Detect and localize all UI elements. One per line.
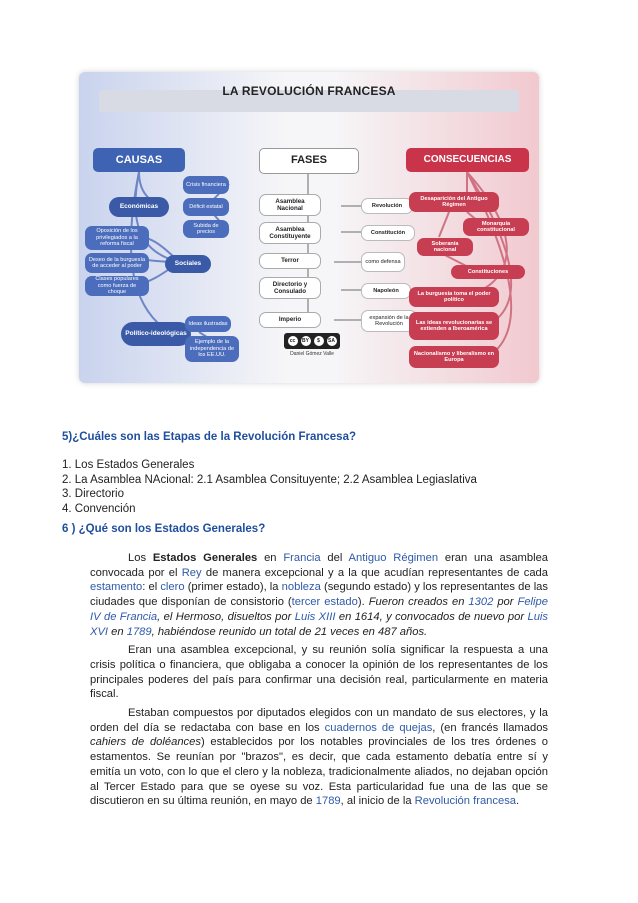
question-5-heading: 5)¿Cuáles son las Etapas de la Revolución Francesa?	[62, 431, 356, 443]
cc-icon: cc	[288, 336, 298, 346]
concept-map-image	[79, 72, 539, 383]
node-revolucion: Revolución	[361, 198, 413, 214]
nc-icon: $	[314, 336, 324, 346]
node-asamblea-constituyente: Asamblea Constituyente	[259, 222, 321, 244]
link-antiguo-regimen[interactable]: Antiguo Régimen	[348, 552, 439, 564]
term-estados-generales: Estados Generales	[152, 552, 258, 564]
text: ) establecidos por los notables provinciales de los tres órdenes o estamentos. Se reunían por "brazos", es decir, que cada estamento debatía entre sí y emitía un voto, con lo que el clero y la nobleza, tradicionalmente aliados, no dejaban opción al Tercer Estado para que se oyese su voz. Esta particularidad fue una de las que se discutieron en su última reunión, en mayo de	[90, 736, 549, 808]
etapas-list	[62, 458, 477, 517]
node-imperio: Imperio	[259, 312, 321, 328]
map-author: Daniel Gómez Valle	[290, 351, 334, 357]
node-directorio: Directorio y Consulado	[259, 277, 321, 299]
list-item: 4. Convención	[62, 503, 136, 516]
node-ejemplo: Ejemplo de la independencia de los EE.UU.	[185, 336, 239, 362]
link-rey[interactable]: Rey	[181, 566, 202, 579]
causas-header: CAUSAS	[93, 148, 185, 172]
text: Estaban compuestos por diputados elegidos con un mandato de sus electores, y la orden del día se redactaba con base en los	[90, 707, 548, 734]
node-burguesia: La burguesía toma el poder político	[409, 287, 499, 307]
text: .	[516, 795, 520, 808]
text: del	[320, 552, 349, 564]
node-constitucion: Constitución	[361, 225, 415, 241]
question-6-heading: 6 ) ¿Qué son los Estados Generales?	[62, 523, 266, 535]
node-asamblea-nacional: Asamblea Nacional	[259, 194, 321, 216]
by-icon: BY	[302, 338, 309, 344]
paragraph-2: Eran una asamblea excepcional, y su reunión solía significar la respuesta a una crisis política o financiera, que obligaba a conocer la opinión de los representantes de los principales poderes del país para confirmar una decisión real, particularmente en materia fiscal.	[90, 644, 548, 701]
node-constituciones: Constituciones	[451, 265, 525, 279]
node-napoleon: Napoleón	[361, 283, 411, 299]
text: , al inicio de la	[340, 795, 415, 808]
link-revolucion-francesa[interactable]: Revolución francesa	[414, 795, 517, 808]
creative-commons-badge	[284, 333, 340, 349]
node-crisis: Crisis financiera	[183, 176, 229, 194]
fases-header: FASES	[259, 148, 359, 174]
text: de manera excepcional y a la que acudían representantes de cada	[201, 566, 548, 579]
node-subida: Subida de precios	[183, 220, 229, 238]
text: en 1614, y convocados de nuevo por	[335, 610, 528, 623]
node-politico: Político-ideológicas	[121, 322, 191, 346]
text: eran una asamblea convocada por el	[90, 552, 549, 579]
list-item: 2. La Asamblea NAcional: 2.1 Asamblea Consituyente; 2.2 Asamblea Legiaslativa	[62, 473, 477, 486]
node-ideas-revolucionarias: Las ideas revolucionarias se extienden a Iberoamérica	[409, 312, 499, 340]
text: (primer estado), la	[184, 581, 282, 594]
node-nacionalismo: Nacionalismo y liberalismo en Europa	[409, 346, 499, 368]
link-1302[interactable]: 1302	[468, 596, 494, 609]
paragraph-1	[90, 551, 548, 639]
text: , el Hermoso, disueltos por	[157, 610, 295, 623]
text: ).	[357, 596, 369, 609]
link-1789[interactable]: 1789	[315, 795, 341, 808]
link-luis-xiii[interactable]: Luis XIII	[294, 610, 336, 623]
link-tercer-estado[interactable]: tercer estado	[291, 596, 358, 609]
node-terror: Terror	[259, 253, 321, 269]
text: Fueron creados en	[368, 596, 469, 609]
text: en	[257, 552, 284, 564]
sa-icon: SA	[328, 338, 335, 344]
node-monarquia: Monarquía constitucional	[463, 218, 529, 236]
node-soberania: Soberanía nacional	[417, 238, 473, 256]
node-deficit: Déficit estatal	[183, 198, 229, 216]
link-luis-xvi[interactable]: Luis XVI	[90, 610, 549, 638]
text: Los	[128, 552, 153, 564]
link-nobleza[interactable]: nobleza	[281, 581, 321, 594]
answer-body	[90, 551, 548, 813]
node-economicas: Económicas	[109, 197, 169, 217]
node-como-defensa: como defensa	[361, 252, 405, 272]
node-desaparicion: Desaparición del Antiguo Régimen	[409, 192, 499, 212]
text: , habiéndose reunido un total de 21 veces en 487 años.	[151, 625, 428, 638]
node-oposicion: Oposición de los privilegiados a la reforma fiscal	[85, 226, 149, 250]
text: : el	[142, 581, 161, 594]
link-cuadernos-de-quejas[interactable]: cuadernos de quejas	[324, 721, 433, 734]
link-clero[interactable]: clero	[160, 581, 185, 594]
term-cahiers: cahiers de doléances	[90, 736, 201, 749]
node-clases: Clases populares como fuerza de choque	[85, 276, 149, 296]
link-felipe-iv[interactable]: Felipe IV de Francia	[90, 596, 548, 623]
consecuencias-header: CONSECUENCIAS	[406, 148, 529, 172]
map-title: LA REVOLUCIÓN FRANCESA	[222, 84, 396, 98]
node-expansion: expansión de la Revolución	[361, 310, 417, 332]
node-ideas: Ideas ilustradas	[185, 316, 231, 332]
node-sociales: Sociales	[165, 255, 211, 273]
list-item: 3. Directorio	[62, 488, 124, 501]
list-item: 1. Los Estados Generales	[62, 459, 195, 471]
text: , (en francés llamados	[432, 721, 549, 734]
link-estamento[interactable]: estamento	[90, 581, 143, 594]
text: (segundo estado) y los representantes de las ciudades que disponían de consistorio (	[90, 581, 548, 609]
link-1789[interactable]: 1789	[126, 625, 152, 638]
paragraph-3	[90, 706, 548, 809]
node-deseo: Deseo de la burguesía de acceder al poder	[85, 253, 149, 273]
text: en	[108, 625, 127, 638]
link-francia[interactable]: Francia	[283, 552, 321, 564]
text: por	[493, 596, 518, 609]
